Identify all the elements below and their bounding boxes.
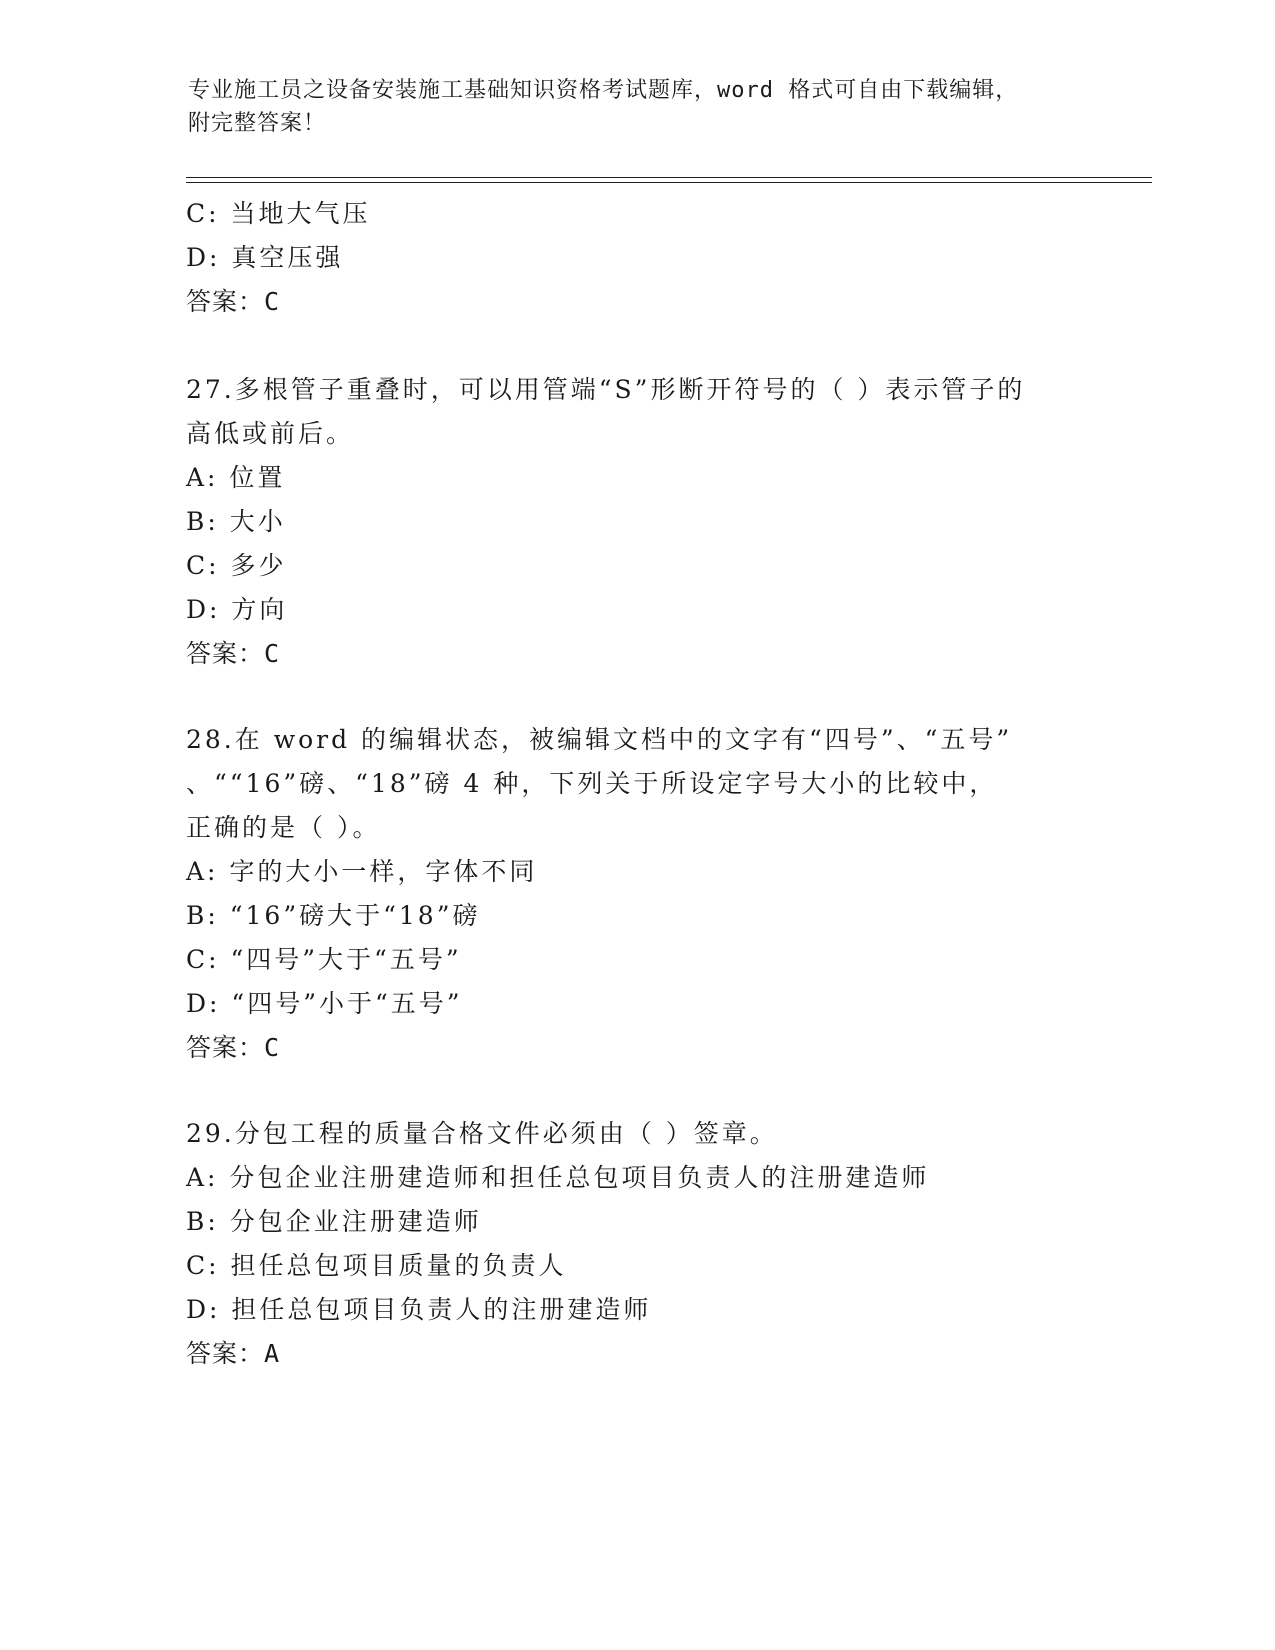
question-28-line-2: 、““16”磅、“18”磅 4 种，下列关于所设定字号大小的比较中，	[186, 769, 998, 798]
option-c-q27: C: 多少	[186, 551, 287, 580]
header-line-1: 专业施工员之设备安装施工基础知识资格考试题库，word 格式可自由下载编辑，	[188, 78, 1019, 103]
option-a-q29: A: 分包企业注册建造师和担任总包项目负责人的注册建造师	[186, 1163, 930, 1192]
answer-label: 答案：	[186, 1033, 265, 1062]
option-d-q27: D: 方向	[186, 595, 288, 624]
option-c-q26: C: 当地大气压	[186, 199, 371, 228]
option-a-q28: A: 字的大小一样，字体不同	[186, 857, 538, 886]
document-header	[188, 74, 1088, 140]
answer-q29	[186, 1334, 280, 1370]
answer-value: C	[264, 639, 281, 668]
option-d-q29: D: 担任总包项目负责人的注册建造师	[186, 1295, 652, 1324]
question-28-line-1: 28.在 word 的编辑状态，被编辑文档中的文字有“四号”、“五号”	[186, 725, 1013, 754]
answer-value: C	[264, 1033, 281, 1062]
answer-label: 答案：	[186, 1339, 265, 1368]
answer-q26	[186, 282, 280, 318]
question-27-line-2: 高低或前后。	[186, 419, 355, 448]
header-line-2: 附完整答案！	[188, 111, 327, 136]
answer-q28	[186, 1028, 280, 1064]
answer-label: 答案：	[186, 287, 265, 316]
question-29-line-1: 29.分包工程的质量合格文件必须由（ ）签章。	[186, 1119, 778, 1148]
option-b-q29: B: 分包企业注册建造师	[186, 1207, 482, 1236]
header-divider-bottom	[186, 182, 1152, 183]
option-d-q26: D: 真空压强	[186, 243, 344, 272]
option-b-q27: B: 大小	[186, 507, 286, 536]
question-27-line-1: 27.多根管子重叠时，可以用管端“S”形断开符号的（ ）表示管子的	[186, 375, 1026, 404]
answer-q27	[186, 634, 280, 670]
header-divider-top	[186, 177, 1152, 178]
question-28-line-3: 正确的是（ ）。	[186, 813, 381, 842]
option-d-q28: D: “四号”小于“五号”	[186, 989, 463, 1018]
option-b-q28: B: “16”磅大于“18”磅	[186, 901, 481, 930]
answer-value: A	[264, 1339, 281, 1368]
option-c-q29: C: 担任总包项目质量的负责人	[186, 1251, 567, 1280]
option-c-q28: C: “四号”大于“五号”	[186, 945, 462, 974]
option-a-q27: A: 位置	[186, 463, 286, 492]
answer-value: C	[264, 287, 281, 316]
answer-label: 答案：	[186, 639, 265, 668]
